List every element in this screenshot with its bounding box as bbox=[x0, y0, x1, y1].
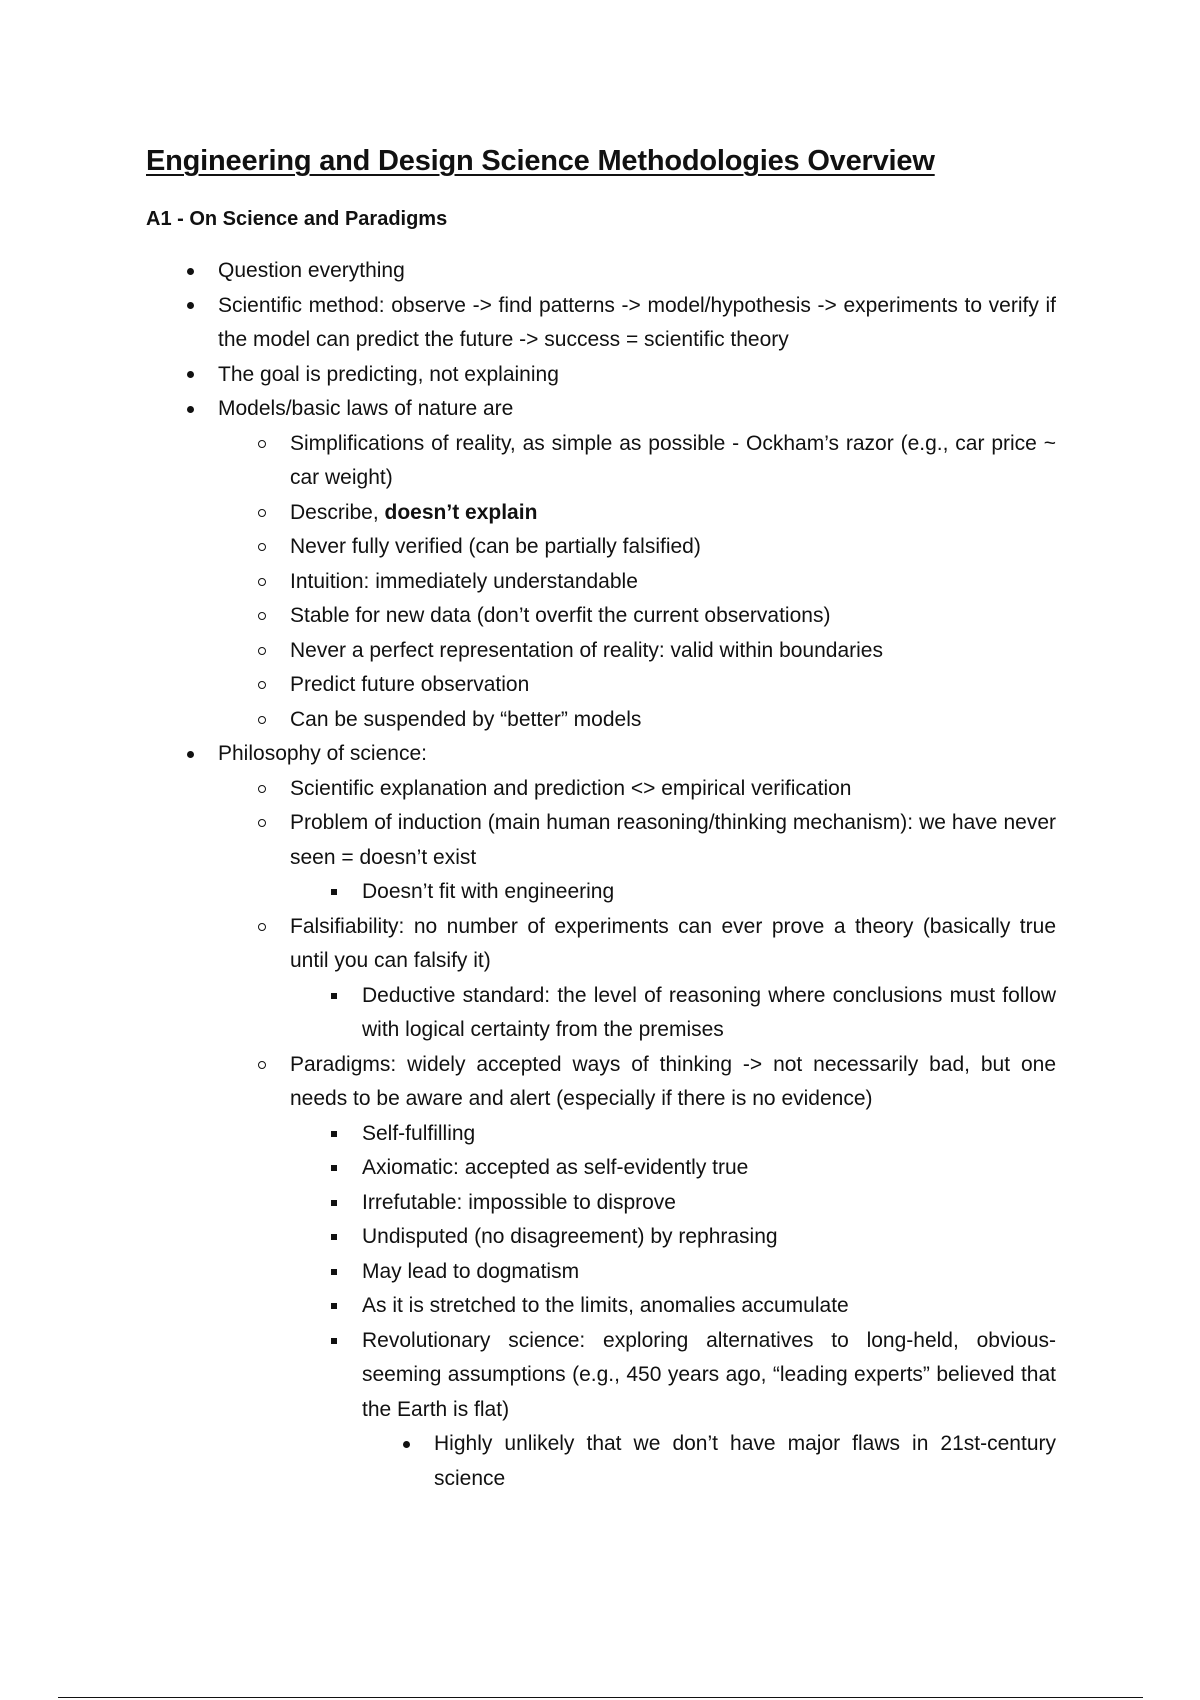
list-item bbox=[218, 254, 1056, 289]
list-item-text: Never fully verified (can be partially falsified) bbox=[290, 535, 701, 558]
list-item bbox=[290, 1048, 1056, 1497]
list-item bbox=[362, 1289, 1056, 1324]
list-item-text: Problem of induction (main human reasoning/thinking mechanism): we have never seen = doesn’t exist bbox=[290, 811, 1056, 869]
list-item-text: Stable for new data (don’t overfit the current observations) bbox=[290, 604, 831, 627]
list-item bbox=[218, 289, 1056, 358]
list-item-text: Revolutionary science: exploring alternatives to long-held, obvious-seeming assumptions (e.g., 450 years ago, “leading experts” believed that the Earth is flat) bbox=[362, 1328, 1056, 1421]
bullet-disc-icon bbox=[180, 254, 200, 289]
bullet-square-icon bbox=[324, 1186, 344, 1221]
bullet-circle-icon bbox=[252, 634, 272, 669]
induction-sublist bbox=[290, 875, 1056, 910]
list-item-text: Predict future observation bbox=[290, 673, 530, 696]
bullet-square-icon bbox=[324, 1324, 344, 1359]
list-item-text: Doesn’t fit with engineering bbox=[362, 880, 615, 903]
bullet-circle-icon bbox=[252, 703, 272, 738]
list-item-text: Simplifications of reality, as simple as possible - Ockham’s razor (e.g., car price ~ car weight) bbox=[290, 431, 1056, 489]
list-item bbox=[290, 565, 1056, 600]
list-item-text: Undisputed (no disagreement) by rephrasing bbox=[362, 1225, 778, 1248]
list-item bbox=[218, 392, 1056, 737]
list-item bbox=[290, 703, 1056, 738]
list-item bbox=[362, 1324, 1056, 1497]
bullet-circle-icon bbox=[252, 565, 272, 600]
section-heading: A1 - On Science and Paradigms bbox=[146, 208, 448, 230]
models-sublist bbox=[218, 427, 1056, 738]
bullet-disc-icon bbox=[180, 358, 200, 393]
bullet-disc-icon bbox=[180, 392, 200, 427]
list-item bbox=[290, 496, 1056, 531]
list-item-text: Deductive standard: the level of reasoning where conclusions must follow with logical certainty from the premises bbox=[362, 983, 1056, 1041]
document-title: Engineering and Design Science Methodologies Overview bbox=[146, 145, 935, 177]
bullet-circle-icon bbox=[252, 1048, 272, 1083]
list-item bbox=[290, 910, 1056, 1048]
list-item-text: Describe, bbox=[290, 500, 385, 524]
bullet-circle-icon bbox=[252, 772, 272, 807]
list-item-text: Scientific method: observe -> find patterns -> model/hypothesis -> experiments to verify if the model can predict the future -> success = scientific theory bbox=[218, 293, 1056, 351]
list-item bbox=[434, 1427, 1056, 1496]
main-bullet-list bbox=[0, 254, 1200, 1496]
list-item bbox=[290, 806, 1056, 910]
bullet-square-icon bbox=[324, 1220, 344, 1255]
bullet-circle-icon bbox=[252, 599, 272, 634]
list-item bbox=[218, 737, 1056, 1496]
list-item-text: Never a perfect representation of reality: valid within boundaries bbox=[290, 638, 883, 662]
bullet-square-icon bbox=[324, 1151, 344, 1186]
list-item bbox=[290, 634, 1056, 669]
bullet-square-icon bbox=[324, 875, 344, 910]
list-item-text: Self-fulfilling bbox=[362, 1121, 476, 1145]
list-item bbox=[362, 1151, 1056, 1186]
bullet-circle-icon bbox=[252, 668, 272, 703]
bullet-square-icon bbox=[324, 1117, 344, 1152]
list-item bbox=[290, 772, 1056, 807]
bullet-circle-icon bbox=[252, 427, 272, 462]
list-item-text: Models/basic laws of nature are bbox=[218, 397, 514, 420]
list-item-text: The goal is predicting, not explaining bbox=[218, 362, 559, 386]
list-item bbox=[362, 1220, 1056, 1255]
bullet-square-icon bbox=[324, 979, 344, 1014]
list-item-text: Paradigms: widely accepted ways of thinking -> not necessarily bad, but one needs to be aware and alert (especially if there is no evidence) bbox=[290, 1052, 1056, 1110]
list-item bbox=[362, 1186, 1056, 1221]
bullet-square-icon bbox=[324, 1289, 344, 1324]
list-item-text: Scientific explanation and prediction <> empirical verification bbox=[290, 776, 852, 800]
bullet-circle-icon bbox=[252, 496, 272, 531]
list-item-text: Irrefutable: impossible to disprove bbox=[362, 1190, 676, 1214]
bullet-disc-icon bbox=[396, 1427, 416, 1462]
list-item-text: Highly unlikely that we don’t have major flaws in 21st-century science bbox=[434, 1432, 1056, 1490]
bullet-disc-icon bbox=[180, 737, 200, 772]
list-item-text: Falsifiability: no number of experiments can ever prove a theory (basically true until you can falsify it) bbox=[290, 914, 1056, 972]
list-item-text: As it is stretched to the limits, anomalies accumulate bbox=[362, 1294, 849, 1317]
document-body bbox=[0, 254, 1200, 1496]
list-item bbox=[218, 358, 1056, 393]
bullet-disc-icon bbox=[180, 289, 200, 324]
list-item bbox=[290, 530, 1056, 565]
list-item bbox=[290, 599, 1056, 634]
paradigms-sublist bbox=[290, 1117, 1056, 1497]
list-item bbox=[290, 427, 1056, 496]
list-item-text: Philosophy of science: bbox=[218, 742, 427, 765]
bold-text: doesn’t explain bbox=[384, 500, 538, 524]
bullet-square-icon bbox=[324, 1255, 344, 1290]
list-item bbox=[362, 979, 1056, 1048]
bullet-circle-icon bbox=[252, 530, 272, 565]
bullet-circle-icon bbox=[252, 910, 272, 945]
list-item-text: May lead to dogmatism bbox=[362, 1259, 580, 1283]
list-item bbox=[290, 668, 1056, 703]
falsifiability-sublist bbox=[290, 979, 1056, 1048]
list-item bbox=[362, 1255, 1056, 1290]
list-item bbox=[362, 1117, 1056, 1152]
revolutionary-sublist bbox=[362, 1427, 1056, 1496]
list-item bbox=[362, 875, 1056, 910]
list-item-text: Axiomatic: accepted as self-evidently true bbox=[362, 1156, 749, 1179]
list-item-text: Question everything bbox=[218, 259, 405, 282]
list-item-text: Intuition: immediately understandable bbox=[290, 569, 638, 593]
philosophy-sublist bbox=[218, 772, 1056, 1497]
bullet-circle-icon bbox=[252, 806, 272, 841]
list-item-text: Can be suspended by “better” models bbox=[290, 707, 642, 731]
page-footer-rule bbox=[58, 1697, 1143, 1698]
